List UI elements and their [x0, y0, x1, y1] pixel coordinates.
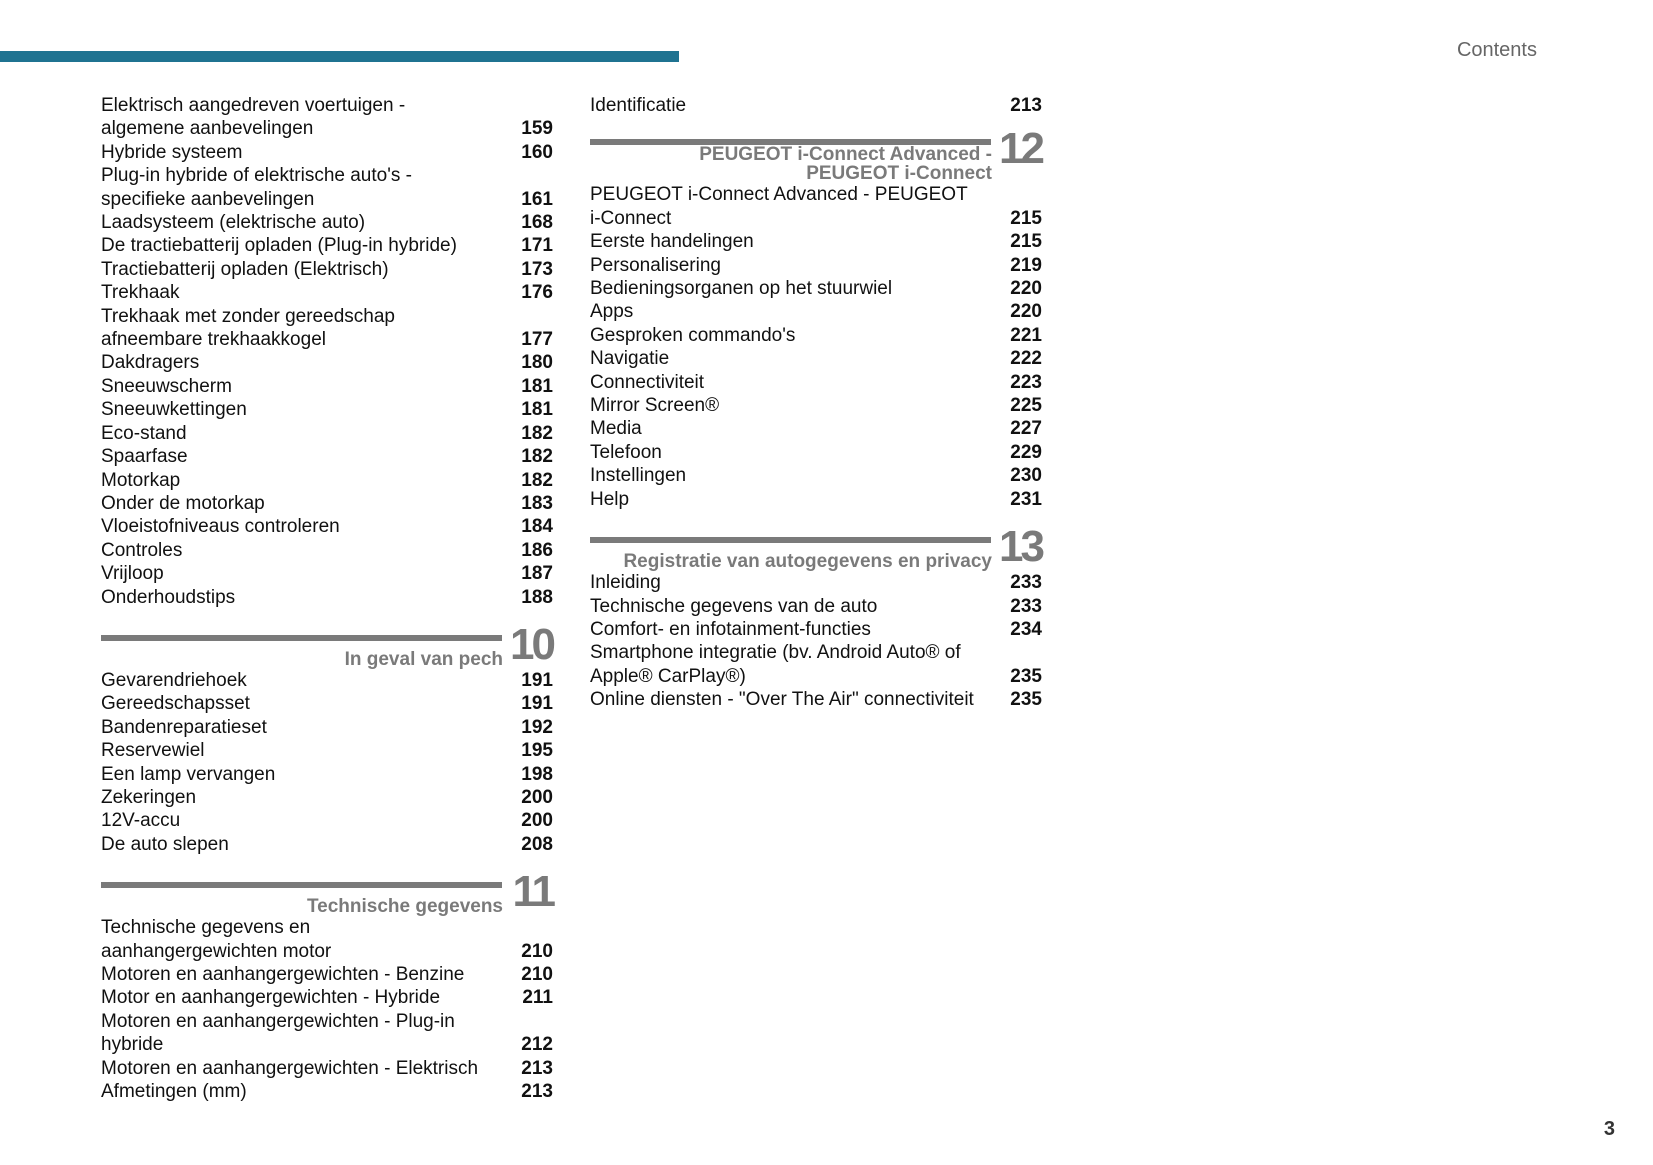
toc-entry-title: Een lamp vervangen — [101, 763, 276, 785]
toc-entry-title: 12V-accu — [101, 810, 181, 832]
toc-entry-page: 213 — [521, 1081, 553, 1103]
toc-entry[interactable] — [101, 398, 553, 421]
toc-entry-page: 171 — [521, 235, 553, 257]
chapter-13-header — [590, 522, 1042, 573]
toc-entry-title: Afmetingen (mm) — [101, 1081, 247, 1103]
toc-entry-page: 231 — [1010, 488, 1042, 510]
toc-entry-page: 192 — [521, 716, 553, 738]
toc-entry-title: Bedieningsorganen op het stuurwiel — [590, 278, 893, 300]
toc-entry[interactable] — [101, 492, 553, 515]
toc-entry-page: 173 — [521, 258, 553, 280]
toc-entry-page: 191 — [521, 693, 553, 715]
toc-entry-title: Sneeuwscherm — [101, 375, 232, 397]
toc-entry-title: Gesproken commando's — [590, 324, 796, 346]
toc-entry-page: 184 — [521, 516, 553, 538]
toc-entry[interactable] — [590, 441, 1042, 464]
toc-entry-page: 215 — [1010, 207, 1042, 229]
toc-entry-title: Trekhaak — [101, 282, 180, 304]
toc-entry-title: Personalisering — [590, 254, 721, 276]
toc-list-chapter-11 — [101, 916, 553, 1103]
section-label: Contents — [1456, 39, 1537, 61]
toc-entry[interactable] — [101, 739, 553, 762]
toc-entry-title: Controles — [101, 539, 183, 561]
toc-entry[interactable] — [590, 618, 1042, 641]
toc-entry-title: Help — [590, 488, 630, 510]
toc-entry-page: 211 — [522, 987, 553, 1009]
toc-entry[interactable] — [101, 692, 553, 715]
toc-entry-title: Onderhoudstips — [101, 586, 236, 608]
toc-entry-page: 225 — [1010, 395, 1042, 417]
toc-entry-page: 212 — [521, 1034, 553, 1056]
toc-entry[interactable] — [101, 1010, 553, 1057]
toc-entry-title: Connectiviteit — [590, 371, 705, 393]
toc-entry-page: 159 — [521, 118, 553, 140]
chapter-rule — [101, 635, 502, 641]
toc-entry-title: Smartphone integratie (bv. Android Auto® of Apple® CarPlay®) — [590, 642, 961, 687]
toc-entry-page: 177 — [521, 329, 553, 351]
toc-entry-page: 168 — [521, 212, 553, 234]
toc-right-column — [590, 94, 1042, 712]
toc-entry-title: Bandenreparatieset — [101, 716, 267, 738]
toc-entry[interactable] — [590, 641, 1042, 688]
toc-entry[interactable] — [101, 469, 553, 492]
toc-entry-title: Sneeuwkettingen — [101, 399, 247, 421]
toc-entry[interactable] — [101, 986, 553, 1009]
chapter-title: Technische gegevens — [306, 896, 503, 918]
toc-entry-page: 235 — [1010, 665, 1042, 687]
chapter-rule — [101, 882, 502, 888]
toc-list-top-left — [101, 94, 553, 609]
toc-entry-page: 233 — [1010, 572, 1042, 594]
toc-entry[interactable] — [590, 688, 1042, 711]
toc-entry-page: 186 — [521, 539, 553, 561]
chapter-number: 11 — [512, 867, 553, 917]
toc-list-chapter-12 — [590, 183, 1042, 511]
toc-entry[interactable] — [590, 394, 1042, 417]
toc-entry[interactable] — [101, 669, 553, 692]
toc-entry[interactable] — [101, 281, 553, 304]
toc-entry[interactable] — [590, 94, 1042, 117]
toc-entry-title: Zekeringen — [101, 786, 197, 808]
toc-entry[interactable] — [101, 234, 553, 257]
toc-entry[interactable] — [101, 562, 553, 585]
toc-entry-title: Dakdragers — [101, 352, 200, 374]
toc-entry[interactable] — [590, 254, 1042, 277]
toc-entry-page: 191 — [521, 669, 553, 691]
toc-entry-title: Technische gegevens van de auto — [590, 595, 878, 617]
toc-entry-page: 195 — [521, 740, 553, 762]
toc-entry-page: 160 — [521, 141, 553, 163]
toc-entry-title: Mirror Screen® — [590, 395, 720, 417]
toc-left-column — [101, 94, 553, 1103]
chapter-title: In geval van pech — [344, 648, 503, 670]
toc-entry-page: 235 — [1010, 689, 1042, 711]
toc-entry-page: 229 — [1010, 441, 1042, 463]
toc-entry-page: 176 — [521, 282, 553, 304]
toc-entry[interactable] — [101, 916, 553, 963]
toc-entry-title: Trekhaak met zonder gereedschap afneembare trekhaakkogel — [101, 305, 395, 351]
toc-entry-page: 220 — [1010, 301, 1042, 323]
toc-entry-page: 180 — [521, 352, 553, 374]
toc-entry[interactable] — [101, 586, 553, 609]
chapter-number: 13 — [999, 522, 1042, 572]
toc-entry[interactable] — [590, 324, 1042, 347]
toc-entry-page: 198 — [521, 763, 553, 785]
toc-entry[interactable] — [101, 94, 553, 141]
toc-entry-page: 188 — [521, 586, 553, 608]
chapter-rule — [590, 537, 991, 543]
toc-entry[interactable] — [590, 417, 1042, 440]
toc-entry-title: Reservewiel — [101, 740, 205, 762]
toc-entry-title: Vloeistofniveaus controleren — [101, 516, 340, 538]
toc-entry-title: De auto slepen — [101, 833, 229, 855]
toc-entry[interactable] — [590, 230, 1042, 253]
toc-entry-title: De tractiebatterij opladen (Plug-in hybride) — [101, 235, 457, 257]
toc-entry-title: Technische gegevens en aanhangergewichten motor — [101, 917, 332, 962]
toc-entry-page: 233 — [1010, 595, 1042, 617]
toc-entry-title: Gereedschapsset — [101, 693, 250, 715]
toc-entry-title: Gevarendriehoek — [101, 669, 247, 691]
chapter-11-header — [101, 867, 553, 918]
toc-entry-title: Media — [590, 418, 642, 440]
toc-entry[interactable] — [101, 716, 553, 739]
chapter-12-header — [590, 124, 1042, 185]
toc-entry-title: Apps — [590, 301, 634, 323]
toc-entry-title: Motor en aanhangergewichten - Hybride — [101, 987, 441, 1009]
toc-entry[interactable] — [101, 258, 553, 281]
toc-entry[interactable] — [101, 1057, 553, 1080]
toc-entry[interactable] — [101, 445, 553, 468]
toc-entry-title: Eerste handelingen — [590, 231, 754, 253]
header-accent-bar — [0, 51, 679, 62]
toc-entry-title: Onder de motorkap — [101, 492, 265, 514]
toc-entry-page: 230 — [1010, 465, 1042, 487]
toc-entry[interactable] — [590, 371, 1042, 394]
toc-entry-title: Identificatie — [590, 95, 687, 116]
toc-entry[interactable] — [101, 763, 553, 786]
toc-entry-page: 182 — [521, 469, 553, 491]
toc-entry[interactable] — [101, 164, 553, 211]
toc-entry[interactable] — [101, 833, 553, 856]
toc-entry-title: Laadsysteem (elektrische auto) — [101, 212, 366, 234]
chapter-number: 10 — [510, 619, 553, 669]
toc-entry[interactable] — [590, 595, 1042, 618]
toc-entry-page: 200 — [521, 810, 553, 832]
toc-entry-page: 222 — [1010, 348, 1042, 370]
toc-entry[interactable] — [101, 305, 553, 352]
toc-entry-title: Elektrisch aangedreven voertuigen - algemene aanbevelingen — [101, 95, 406, 140]
toc-entry-title: PEUGEOT i-Connect Advanced - PEUGEOT i-Connect — [590, 184, 968, 229]
chapter-title: Registratie van autogegevens en privacy — [623, 551, 992, 573]
toc-entry-page: 215 — [1010, 231, 1042, 253]
toc-entry-page: 161 — [521, 188, 553, 210]
toc-entry-title: Navigatie — [590, 348, 670, 370]
toc-entry-title: Vrijloop — [101, 563, 164, 585]
toc-entry[interactable] — [590, 464, 1042, 487]
toc-entry-title: Plug-in hybride of elektrische auto's - specifieke aanbevelingen — [101, 165, 412, 210]
toc-entry[interactable] — [590, 183, 1042, 230]
toc-entry-page: 234 — [1010, 618, 1042, 640]
toc-entry-page: 208 — [521, 833, 553, 855]
toc-entry-page: 213 — [1010, 95, 1042, 116]
toc-entry-title: Telefoon — [590, 441, 662, 463]
toc-entry[interactable] — [101, 422, 553, 445]
toc-entry[interactable] — [101, 375, 553, 398]
chapter-number: 12 — [999, 124, 1042, 174]
toc-entry-page: 181 — [521, 375, 553, 397]
chapter-title: PEUGEOT i-Connect Advanced - PEUGEOT i-Connect — [699, 144, 992, 185]
toc-entry[interactable] — [101, 351, 553, 374]
toc-entry-title: Hybride systeem — [101, 141, 243, 163]
toc-entry[interactable] — [101, 539, 553, 562]
toc-list-top-right — [590, 94, 1042, 117]
toc-entry-title: Inleiding — [590, 572, 661, 594]
toc-entry-page: 213 — [521, 1057, 553, 1079]
toc-entry-page: 183 — [521, 492, 553, 514]
toc-entry-title: Comfort- en infotainment-functies — [590, 618, 871, 640]
page-number: 3 — [1603, 1118, 1615, 1140]
toc-entry-page: 223 — [1010, 371, 1042, 393]
toc-entry-title: Motorkap — [101, 469, 181, 491]
toc-entry-title: Motoren en aanhangergewichten - Plug-in hybride — [101, 1010, 455, 1056]
toc-entry-page: 227 — [1010, 418, 1042, 440]
toc-entry[interactable] — [590, 488, 1042, 511]
toc-entry-page: 182 — [521, 422, 553, 444]
toc-entry-page: 181 — [521, 399, 553, 421]
toc-entry-title: Motoren en aanhangergewichten - Benzine — [101, 964, 465, 985]
toc-entry[interactable] — [590, 347, 1042, 370]
toc-entry[interactable] — [101, 963, 553, 986]
toc-entry[interactable] — [101, 211, 553, 234]
toc-entry-page: 210 — [521, 940, 553, 962]
toc-entry-title: Online diensten - "Over The Air" connectiviteit — [590, 689, 974, 711]
toc-entry-page: 221 — [1010, 324, 1042, 346]
toc-entry[interactable] — [101, 1080, 553, 1103]
toc-entry[interactable] — [101, 515, 553, 538]
toc-list-chapter-13 — [590, 571, 1042, 711]
toc-entry[interactable] — [101, 786, 553, 809]
toc-entry[interactable] — [590, 571, 1042, 594]
toc-entry-title: Tractiebatterij opladen (Elektrisch) — [101, 258, 389, 280]
toc-entry-page: 200 — [521, 786, 553, 808]
toc-entry[interactable] — [590, 300, 1042, 323]
toc-entry-page: 220 — [1010, 278, 1042, 300]
toc-entry[interactable] — [101, 809, 553, 832]
toc-entry-title: Motoren en aanhangergewichten - Elektrisch — [101, 1057, 479, 1079]
toc-entry-page: 182 — [521, 446, 553, 468]
toc-entry-page: 219 — [1010, 254, 1042, 276]
toc-entry-page: 187 — [521, 563, 553, 585]
toc-entry-page: 210 — [521, 964, 553, 985]
toc-entry-title: Instellingen — [590, 465, 687, 487]
toc-list-chapter-10 — [101, 669, 553, 856]
toc-entry[interactable] — [101, 141, 553, 164]
toc-entry-title: Spaarfase — [101, 446, 188, 468]
toc-entry-title: Eco-stand — [101, 422, 187, 444]
chapter-10-header — [101, 619, 553, 670]
toc-entry[interactable] — [590, 277, 1042, 300]
